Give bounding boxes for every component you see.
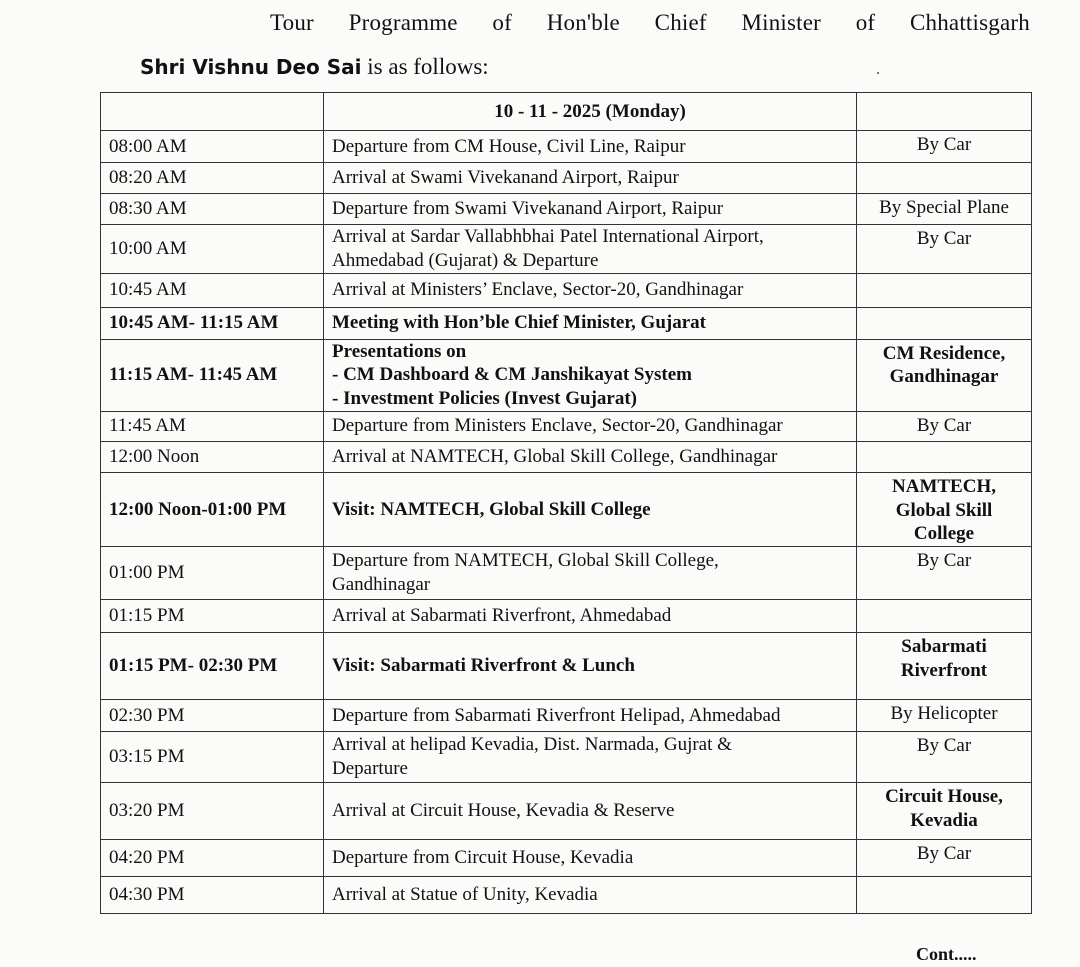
row-time: 12:00 Noon bbox=[101, 441, 324, 472]
row-mode bbox=[857, 877, 1032, 914]
row-time: 10:45 AM- 11:15 AM bbox=[101, 307, 324, 339]
mode-line: College bbox=[913, 523, 975, 545]
heading-word: Chhattisgarh bbox=[909, 10, 1030, 35]
mode-line: Riverfront bbox=[900, 659, 988, 681]
row-description bbox=[324, 700, 857, 732]
description-line: Visit: NAMTECH, Global Skill College bbox=[332, 498, 651, 520]
row-description bbox=[324, 441, 857, 472]
description-line: Departure bbox=[332, 758, 408, 779]
description-line: Departure from Ministers Enclave, Sector-20, Gandhinagar bbox=[332, 415, 783, 437]
row-description bbox=[324, 877, 857, 914]
description-line: - CM Dashboard & CM Janshikayat System bbox=[332, 364, 692, 386]
row-mode bbox=[857, 600, 1032, 633]
description-line: Departure from Sabarmati Riverfront Helipad, Ahmedabad bbox=[332, 704, 781, 726]
mode-line: By Car bbox=[916, 735, 972, 756]
row-description bbox=[324, 131, 857, 163]
mode-line: CM Residence, bbox=[882, 342, 1006, 364]
heading-word: Tour bbox=[270, 10, 314, 35]
row-description bbox=[324, 273, 857, 307]
row-mode bbox=[857, 441, 1032, 472]
mode-line: By Helicopter bbox=[890, 703, 998, 724]
row-mode bbox=[857, 547, 1032, 600]
schedule-row bbox=[101, 411, 1032, 441]
row-mode bbox=[857, 339, 1032, 411]
cm-name: Shri Vishnu Deo Sai bbox=[140, 55, 362, 79]
row-mode bbox=[857, 783, 1032, 840]
row-description bbox=[324, 547, 857, 600]
row-time: 10:00 AM bbox=[101, 225, 324, 274]
description-line: Visit: Sabarmati Riverfront & Lunch bbox=[332, 655, 635, 677]
schedule-row bbox=[101, 225, 1032, 274]
schedule-row bbox=[101, 700, 1032, 732]
description-line: Arrival at Sabarmati Riverfront, Ahmedabad bbox=[332, 605, 672, 627]
row-time: 11:15 AM- 11:45 AM bbox=[101, 339, 324, 411]
schedule-row bbox=[101, 163, 1032, 194]
row-time: 08:00 AM bbox=[101, 131, 324, 163]
schedule-table bbox=[100, 92, 1032, 914]
description-line: Arrival at Swami Vivekanand Airport, Raipur bbox=[332, 167, 679, 189]
row-description bbox=[324, 411, 857, 441]
mode-line: Global Skill bbox=[895, 499, 993, 521]
row-time: 11:45 AM bbox=[101, 411, 324, 441]
schedule-row bbox=[101, 273, 1032, 307]
mode-line: By Car bbox=[916, 843, 972, 864]
description-line: Departure from CM House, Civil Line, Raipur bbox=[332, 135, 686, 157]
scan-speck bbox=[877, 72, 879, 74]
row-mode bbox=[857, 163, 1032, 194]
schedule-row bbox=[101, 783, 1032, 840]
schedule-row bbox=[101, 732, 1032, 783]
programme-heading bbox=[270, 10, 1030, 36]
row-time: 03:20 PM bbox=[101, 783, 324, 840]
row-description bbox=[324, 600, 857, 633]
row-mode bbox=[857, 840, 1032, 877]
heading-word: Hon'ble bbox=[546, 10, 620, 35]
row-description bbox=[324, 633, 857, 700]
row-description bbox=[324, 339, 857, 411]
description-line: Arrival at Sardar Vallabhbhai Patel International Airport, bbox=[332, 226, 764, 247]
row-time: 01:15 PM- 02:30 PM bbox=[101, 633, 324, 700]
mode-line: By Car bbox=[916, 228, 972, 249]
mode-line: Sabarmati bbox=[901, 636, 987, 657]
row-mode bbox=[857, 411, 1032, 441]
mode-line: Gandhinagar bbox=[889, 366, 999, 388]
row-time: 03:15 PM bbox=[101, 732, 324, 783]
row-mode bbox=[857, 633, 1032, 700]
programme-subheading bbox=[140, 54, 489, 80]
mode-line: Kevadia bbox=[910, 809, 978, 831]
schedule-row bbox=[101, 339, 1032, 411]
description-line: - Investment Policies (Invest Gujarat) bbox=[332, 388, 638, 409]
row-description bbox=[324, 225, 857, 274]
description-line: Arrival at Statue of Unity, Kevadia bbox=[332, 884, 598, 906]
heading-word: of bbox=[855, 10, 876, 35]
description-line: Arrival at Circuit House, Kevadia & Reserve bbox=[332, 800, 675, 822]
schedule-row bbox=[101, 131, 1032, 163]
date-row bbox=[101, 93, 1032, 131]
row-time: 12:00 Noon-01:00 PM bbox=[101, 472, 324, 546]
row-time: 01:15 PM bbox=[101, 600, 324, 633]
description-line: Departure from Circuit House, Kevadia bbox=[332, 847, 634, 869]
row-mode bbox=[857, 307, 1032, 339]
description-line: Ahmedabad (Gujarat) & Departure bbox=[332, 249, 599, 271]
schedule-row bbox=[101, 633, 1032, 700]
schedule-row bbox=[101, 877, 1032, 914]
heading-word: Chief bbox=[654, 10, 707, 35]
row-mode bbox=[857, 732, 1032, 783]
date-row-blank bbox=[101, 93, 324, 131]
heading-word: of bbox=[492, 10, 512, 35]
row-time: 08:20 AM bbox=[101, 163, 324, 194]
description-line: Arrival at NAMTECH, Global Skill College, Gandhinagar bbox=[332, 445, 778, 467]
description-line: Departure from Swami Vivekanand Airport, Raipur bbox=[332, 198, 724, 220]
schedule-row bbox=[101, 472, 1032, 546]
description-line: Gandhinagar bbox=[332, 574, 431, 595]
schedule-date: 10 - 11 - 2025 (Monday) bbox=[324, 93, 857, 131]
schedule-row bbox=[101, 547, 1032, 600]
heading-word: Minister bbox=[741, 10, 822, 35]
row-time: 08:30 AM bbox=[101, 194, 324, 225]
row-description bbox=[324, 732, 857, 783]
mode-line: Circuit House, bbox=[885, 786, 1003, 807]
row-mode bbox=[857, 131, 1032, 163]
schedule-row bbox=[101, 840, 1032, 877]
schedule-row bbox=[101, 194, 1032, 225]
row-mode bbox=[857, 700, 1032, 732]
mode-line: By Car bbox=[916, 134, 972, 155]
description-line: Departure from NAMTECH, Global Skill College, bbox=[332, 550, 719, 572]
row-description bbox=[324, 472, 857, 546]
row-time: 04:20 PM bbox=[101, 840, 324, 877]
continued-note: Cont..... bbox=[916, 944, 977, 964]
heading-word: Programme bbox=[348, 10, 458, 35]
row-time: 02:30 PM bbox=[101, 700, 324, 732]
description-line: Presentations on bbox=[332, 340, 467, 362]
schedule-row bbox=[101, 600, 1032, 633]
row-mode bbox=[857, 194, 1032, 225]
schedule-row bbox=[101, 307, 1032, 339]
row-time: 04:30 PM bbox=[101, 877, 324, 914]
row-description bbox=[324, 840, 857, 877]
description-line: Arrival at Ministers’ Enclave, Sector-20, Gandhinagar bbox=[332, 279, 744, 301]
description-line: Arrival at helipad Kevadia, Dist. Narmada, Gujrat & bbox=[332, 734, 732, 756]
row-description bbox=[324, 783, 857, 840]
row-description bbox=[324, 194, 857, 225]
date-row-blank bbox=[857, 93, 1032, 131]
mode-line: By Car bbox=[916, 414, 972, 436]
mode-line: By Car bbox=[916, 550, 972, 571]
row-time: 10:45 AM bbox=[101, 273, 324, 307]
schedule-row bbox=[101, 441, 1032, 472]
row-description bbox=[324, 163, 857, 194]
subheading-rest: is as follows: bbox=[361, 54, 489, 79]
row-description bbox=[324, 307, 857, 339]
mode-line: By Special Plane bbox=[879, 197, 1009, 218]
description-line: Meeting with Hon’ble Chief Minister, Gujarat bbox=[332, 312, 706, 334]
row-mode bbox=[857, 273, 1032, 307]
row-mode bbox=[857, 225, 1032, 274]
mode-line: NAMTECH, bbox=[892, 475, 996, 497]
row-mode bbox=[857, 472, 1032, 546]
row-time: 01:00 PM bbox=[101, 547, 324, 600]
